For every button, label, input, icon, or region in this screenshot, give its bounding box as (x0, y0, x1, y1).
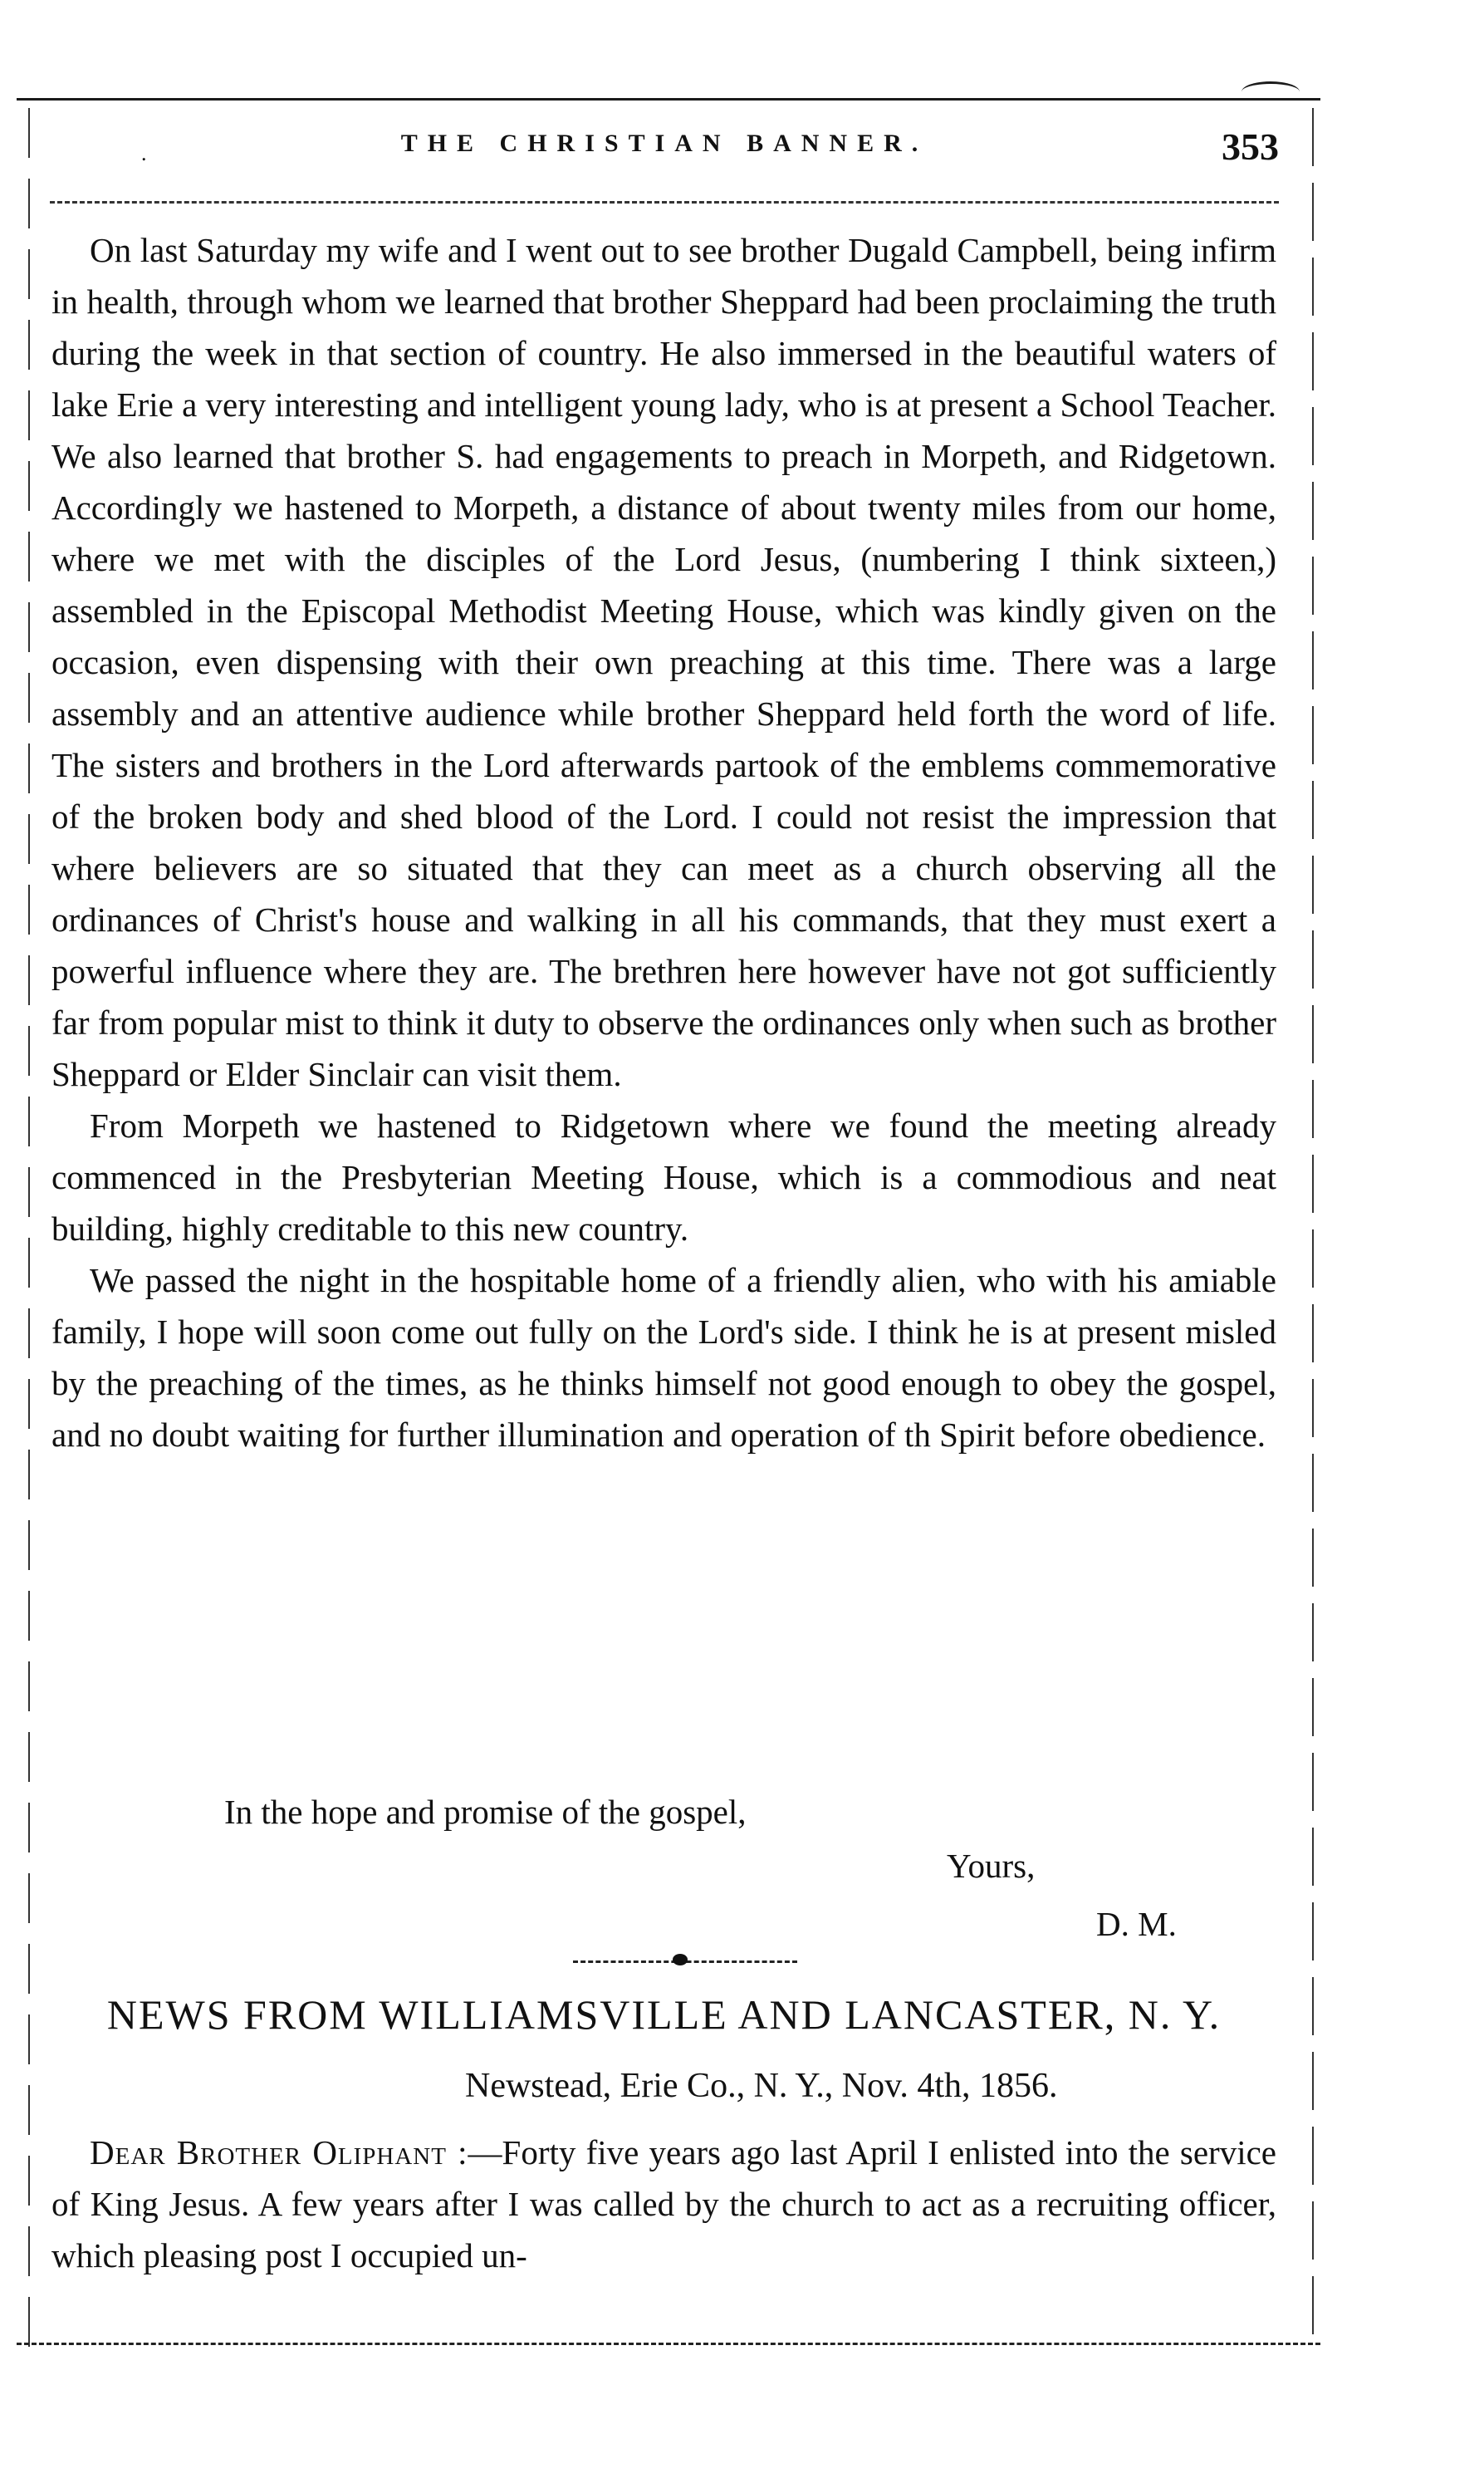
article-headline: NEWS FROM WILLIAMSVILLE AND LANCASTER, N. Y. (106, 1991, 1222, 2038)
ornament-mark (1242, 81, 1300, 102)
yours-line: Yours, (947, 1847, 1036, 1885)
paragraph: On last Saturday my wife and I went out to see brother Dugald Campbell, being infirm in health, through whom we learned that brother Sheppard had been proclaiming the truth during the week in that section of country. He also immersed in the beautiful waters of lake Erie a very interesting and intelligent young lady, who is at present a School Teacher. We also learned that brother S. had engagements to preach in Morpeth, and Ridgetown. Accordingly we hastened to Morpeth, a distance of about twenty miles from our home, where we met with the disciples of the Lord Jesus, (numbering I think sixteen,) assembled in the Episcopal Methodist Meeting House, which was kindly given on the occasion, even dispensing with their own preaching at this time. There was a large assembly and an attentive audience while brother Sheppard held forth the word of life. The sisters and brothers in the Lord afterwards partook of the emblems commemorative of the broken body and shed blood of the Lord. I could not resist the impression that where believers are so situated that they can meet as a church observing all the ordinances of Christ's house and walking in all his commands, that they must exert a powerful influence where they are. The brethren here however have not got sufficiently far from popular mist to think it duty to observe the ordinances only when such as brother Sheppard or Elder Sinclair can visit them. (51, 231, 1276, 1093)
running-title: THE CHRISTIAN BANNER. (400, 130, 928, 157)
article-opening (51, 2127, 1276, 2281)
head-rule (50, 201, 1279, 204)
letter-body (51, 224, 1276, 1460)
right-border-line (1312, 108, 1314, 2351)
salutation: Dear Brother Oliphant : (90, 2133, 468, 2171)
page-number: 353 (1222, 125, 1279, 168)
closing-line: In the hope and promise of the gospel, (224, 1793, 747, 1831)
paragraph: From Morpeth we hastened to Ridgetown where we found the meeting already commenced in the Presbyterian Meeting House, which is a commodious and neat building, highly creditable to this new country. (51, 1107, 1276, 1248)
opening-paragraph (51, 2127, 1276, 2281)
author-initials: D. M. (1096, 1905, 1177, 1943)
top-rule (17, 98, 1320, 101)
bottom-rule (17, 2343, 1320, 2345)
running-head (50, 125, 1279, 174)
paragraph: We passed the night in the hospitable home of a friendly alien, who with his amiable family, I hope will soon come out fully on the Lord's side. I think he is at present misled by the preaching of the times, as he thinks himself not good enough to obey the gospel, and no doubt waiting for further illumination and operation of th Spirit before obedience. (51, 1261, 1276, 1454)
opening-text: —Forty five years ago last April I enlisted into the service of King Jesus. A few years after I was called by the church to act as a recruiting officer, which pleasing post I occupied un- (51, 2133, 1277, 2274)
divider-ornament (673, 1954, 688, 1965)
left-border-line (28, 108, 30, 2351)
head-mark: . (141, 141, 147, 165)
article-dateline: Newstead, Erie Co., N. Y., Nov. 4th, 1856. (465, 2067, 1058, 2105)
